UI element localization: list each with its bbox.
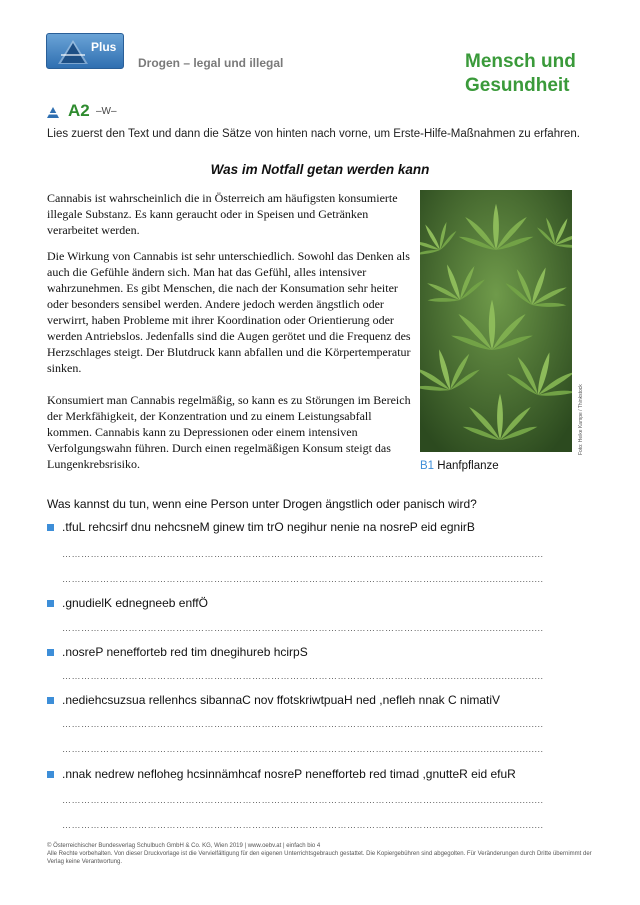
photo-credit: Foto: Heike Kampe / Thinkstock xyxy=(578,384,584,455)
task-instruction: Lies zuerst den Text und dann die Sätze von hinten nach vorne, um Erste-Hilfe-Maßnahmen zu erfahren. xyxy=(47,128,580,140)
triangle-logo-icon xyxy=(57,39,89,65)
task-level: –W– xyxy=(96,106,117,117)
reversed-sentence-1: .tfuL rehcsirf dnu nehcsneM ginew tim trO negihur nenie na nosreP eid egnirB xyxy=(62,520,475,534)
bullet-marker xyxy=(47,697,54,704)
figure-caption-text: Hanfpflanze xyxy=(437,460,499,472)
article-heading: Was im Notfall getan werden kann xyxy=(210,162,430,177)
reversed-sentence-4: .nediehcsuzsua rellenhcs sibannaC nov ffotskriwtpuaH ned ,nefleh nnak C nimatiV xyxy=(62,693,501,707)
answer-line[interactable]: ………………………………………………………………………………………………………..................................... xyxy=(62,820,544,830)
reversed-sentence-5: .nnak nedrew nefloheg hcsinnämhcaf nosreP nenefforteb red timad ,gnutteR eid efuR xyxy=(62,767,516,781)
task-id: A2 xyxy=(68,101,90,120)
answer-line[interactable]: ………………………………………………………………………………………………………..................................... xyxy=(62,574,544,584)
answer-line[interactable]: ………………………………………………………………………………………………………..................................... xyxy=(62,795,544,805)
subject-title: Mensch und Gesundheit xyxy=(465,51,576,96)
reversed-sentence-2: .gnudielK ednegneeb enffÖ xyxy=(62,596,208,610)
question-text: Was kannst du tun, wenn eine Person unter Drogen ängstlich oder panisch wird? xyxy=(47,497,477,511)
answer-line[interactable]: ………………………………………………………………………………………………………..................................... xyxy=(62,744,544,754)
bullet-marker xyxy=(47,600,54,607)
article-paragraph-3: Konsumiert man Cannabis regelmäßig, so kann es zu Störungen im Bereich der Merkfähigkeit, der Konzentration und zu einem Leistungsabfall kommen. Cannabis kann zu Depressionen oder einem intensiven Verfolgungswahn führen. Durch einen regelmäßigen Konsum steigt das Lungenkrebsrisiko. xyxy=(47,393,411,471)
topic-title: Drogen – legal und illegal xyxy=(138,56,284,70)
article-paragraph-1: Cannabis ist wahrscheinlich die in Österreich am häufigsten konsumierte illegale Substanz. Es kann geraucht oder in Speisen und Getränken verarbeitet werden. xyxy=(47,191,398,237)
footer-rights: Alle Rechte vorbehalten. Von dieser Druckvorlage ist die Vervielfältigung für den eigenen Unterrichtsgebrauch gestattet. Die Kopiergebühren sind abgegolten. Für Veränderungen durch Dritte übernimmt der Verlag keine Verantwortung. xyxy=(47,851,592,865)
article-paragraph-2: Die Wirkung von Cannabis ist sehr unterschiedlich. Sowohl das Denken als auch die Gefühle ändern sich. Man hat das Gefühl, alles intensiver wahrzunehmen. Es gibt Menschen, die nach der Konsumation sehr heiter oder besonders sensibel werden. Andere jedoch werden ängstlich oder verwirrt, haben Probleme mit ihrer Koordination oder Orientierung oder werden Antriebslos. Jedenfalls sind die Augen gerötet und die Frequenz des Herzschlages steigt. Der Blutdruck kann abfallen und die Körpertemperatur sinken. xyxy=(47,249,411,375)
task-level-icon xyxy=(47,107,59,118)
bullet-marker xyxy=(47,649,54,656)
logo-text: Plus xyxy=(91,40,117,54)
bullet-marker xyxy=(47,771,54,778)
figure-caption xyxy=(420,460,499,472)
bullet-marker xyxy=(47,524,54,531)
answer-line[interactable]: ………………………………………………………………………………………………………..................................... xyxy=(62,671,544,681)
publisher-logo xyxy=(46,33,124,69)
footer xyxy=(47,842,607,866)
answer-line[interactable]: ………………………………………………………………………………………………………..................................... xyxy=(62,549,544,559)
answer-line[interactable]: ………………………………………………………………………………………………………..................................... xyxy=(62,719,544,729)
footer-copyright: © Österreichischer Bundesverlag Schulbuch GmbH & Co. KG, Wien 2019 | www.oebv.at | einfach bio 4 xyxy=(47,843,321,849)
answer-line[interactable]: ………………………………………………………………………………………………………..................................... xyxy=(62,623,544,633)
reversed-sentence-3: .nosreP nenefforteb red tim dnegihureb hcirpS xyxy=(62,645,308,659)
cannabis-leaf-icon xyxy=(420,190,572,452)
figure-label: B1 xyxy=(420,460,435,472)
hemp-plant-photo xyxy=(420,190,572,452)
